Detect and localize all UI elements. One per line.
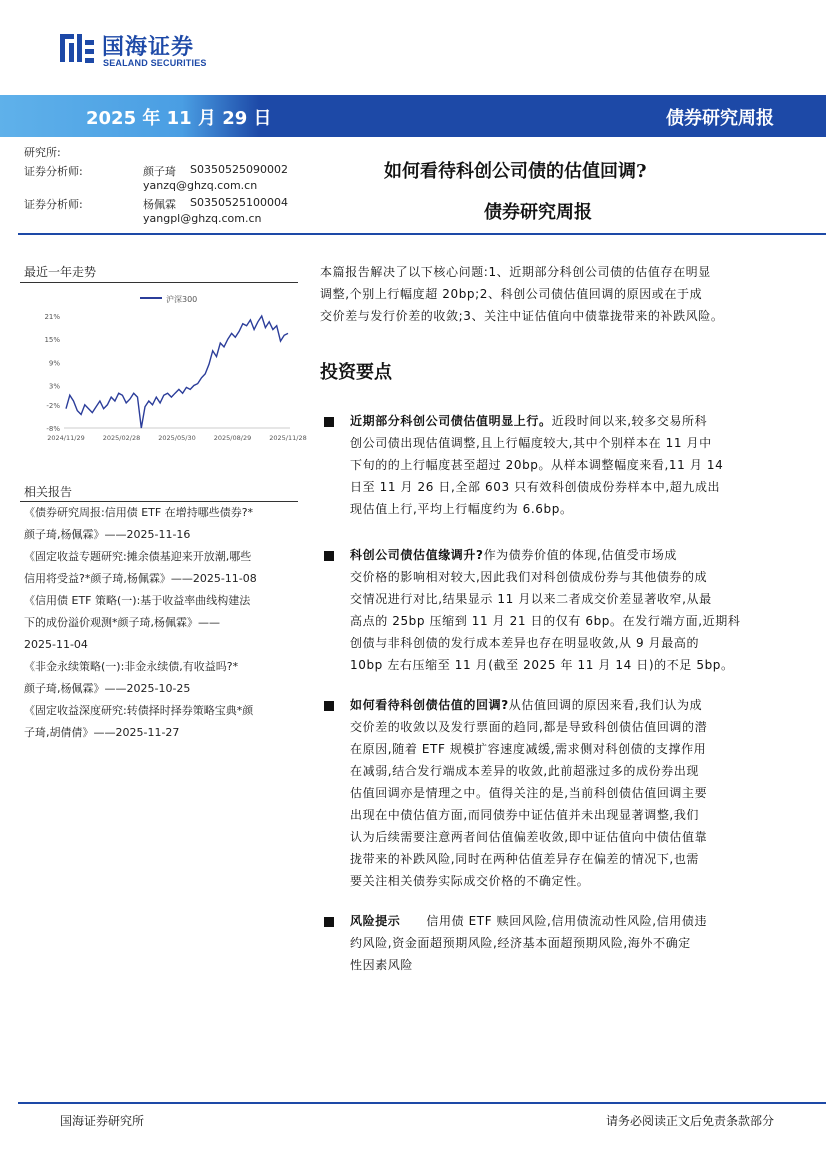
related-line[interactable]: 《债券研究周报:信用债 ETF 在增持哪些债券?* [24, 506, 254, 519]
x-tick-label: 2024/11/29 [47, 434, 85, 442]
x-tick-label: 2025/05/30 [158, 434, 196, 442]
intro-line: 调整,个别上行幅度超 20bp;2、科创公司债估值回调的原因或在于成 [320, 287, 703, 301]
institute-label: 研究所: [24, 146, 61, 159]
related-line[interactable]: 《固定收益专题研究:摊余债基迎来开放潮,哪些 [24, 550, 252, 563]
analyst-name-1: 颜子琦 [143, 165, 176, 178]
x-tick-labels [47, 434, 306, 442]
point-2-line: 交价格的影响相对较大,因此我们对科创债成份券与其他债券的成 [350, 570, 708, 584]
point-1-line: 日至 11 月 26 日,全部 603 只有效科创债成份券样本中,超九成出 [350, 480, 721, 494]
series-line-hs300 [66, 316, 288, 428]
point-3-line: 估值回调亦是情理之中。值得关注的是,当前科创债估值回调主要 [350, 786, 708, 800]
related-line[interactable]: 子琦,胡倩倩》——2025-11-27 [24, 726, 180, 739]
point-1-line: 创公司债出现估值调整,且上行幅度较大,其中个别样本在 11 月中 [350, 436, 712, 450]
point-2-line: 10bp 左右压缩至 11 月(截至 2025 年 11 月 14 日)的不足 5bp。 [350, 658, 734, 672]
point-2-lead: 科创公司债估值缘调升? [350, 548, 484, 562]
point-1-line: 下旬的的上行幅度甚至超过 20bp。从样本调整幅度来看,11 月 14 [350, 458, 724, 472]
invest-point-2 [350, 544, 740, 676]
related-line[interactable]: 下的成份溢价观测*颜子琦,杨佩霖》—— [24, 616, 220, 629]
bullet-icon [324, 417, 334, 427]
invest-heading: 投资要点 [320, 362, 392, 383]
point-1-lead: 近期部分科创公司债估值明显上行。 [350, 414, 552, 428]
point-2-first: 作为债券价值的体现,估值受市场成 [483, 548, 677, 562]
report-subtitle: 债券研究周报 [484, 202, 592, 223]
related-line[interactable]: 颜子琦,杨佩霖》——2025-10-25 [24, 682, 191, 695]
invest-point-4 [350, 910, 707, 976]
bullet-icon [324, 917, 334, 927]
y-tick-label: -2% [46, 401, 60, 410]
report-title: 如何看待科创公司债的估值回调? [384, 161, 647, 182]
footer-disclaimer[interactable]: 请务必阅读正文后免责条款部分 [605, 1114, 774, 1128]
invest-point-1 [350, 410, 723, 520]
analyst-name-2: 杨佩霖 [143, 198, 176, 211]
analyst-role-label-1: 证券分析师: [24, 165, 83, 178]
analyst-email-1[interactable]: yanzq@ghzq.com.cn [143, 179, 258, 192]
point-1-line: 现估值上行,平均上行幅度约为 6.6bp。 [350, 502, 573, 516]
footer-divider [18, 1102, 826, 1104]
x-tick-label: 2025/08/29 [213, 434, 252, 442]
title-divider [18, 233, 826, 235]
point-3-line: 在减弱,结合发行端成本差异的收敛,此前超涨过多的成份券出现 [350, 764, 700, 778]
point-4-line: 性因素风险 [350, 958, 414, 972]
footer-institute: 国海证券研究所 [60, 1114, 145, 1128]
report-type: 债券研究周报 [666, 108, 774, 129]
analyst-id-1: S0350525090002 [190, 163, 288, 176]
point-3-line: 交价差的收敛以及发行票面的趋同,都是导致科创债估值回调的潜 [350, 720, 708, 734]
related-line[interactable]: 2025-11-04 [24, 638, 88, 651]
invest-point-3 [350, 694, 707, 892]
x-tick-label: 2025/11/28 [269, 434, 307, 442]
intro-line: 本篇报告解决了以下核心问题:1、近期部分科创公司债的估值存在明显 [320, 265, 711, 279]
related-line[interactable]: 《信用债 ETF 策略(一):基于收益率曲线构建法 [24, 594, 251, 607]
analyst-email-2[interactable]: yangpl@ghzq.com.cn [143, 212, 262, 225]
related-line[interactable]: 《固定收益深度研究:转债择时择券策略宝典*颜 [24, 704, 254, 717]
point-4-line: 约风险,资金面超预期风险,经济基本面超预期风险,海外不确定 [350, 936, 691, 950]
related-reports-list [24, 502, 300, 744]
bullet-icon [324, 701, 334, 711]
y-tick-label: 3% [48, 382, 60, 391]
trend-section-title: 最近一年走势 [24, 265, 97, 279]
y-tick-label: 9% [48, 359, 60, 368]
point-3-line: 出现在中债估值方面,而同债券中证估值并未出现显著调整,我们 [350, 808, 700, 822]
point-2-line: 交情况进行对比,结果显示 11 月以来二者成交价差显著收窄,从最 [350, 592, 712, 606]
point-3-line: 要关注相关债券实际成交价格的不确定性。 [350, 874, 590, 888]
point-1-first: 近段时间以来,较多交易所科 [551, 414, 708, 428]
point-4-first: 信用债 ETF 赎回风险,信用债流动性风险,信用债违 [426, 914, 708, 928]
y-tick-label: 15% [44, 336, 60, 345]
point-4-lead: 风险提示 [350, 914, 401, 928]
point-2-line: 高点的 25bp 压缩到 11 月 21 日的仅有 6bp。在发行端方面,近期科 [350, 614, 741, 628]
point-3-first: 从估值回调的原因来看,我们认为成 [508, 698, 703, 712]
analyst-id-2: S0350525100004 [190, 196, 288, 209]
report-date: 2025 年 11 月 29 日 [86, 108, 272, 129]
logo-name-en: SEALAND SECURITIES [103, 58, 207, 68]
y-tick-label: 21% [44, 313, 60, 321]
point-3-line: 认为后续需要注意两者间估值偏差收敛,即中证估值向中债估值靠 [350, 830, 708, 844]
point-2-line: 创债与非科创债的发行成本差异也存在明显收敛,从 9 月最高的 [350, 636, 700, 650]
y-tick-labels [44, 313, 60, 433]
legend-label-hs300: 沪深300 [166, 295, 198, 304]
logo-name-cn: 国海证券 [102, 35, 195, 60]
analyst-role-label-2: 证券分析师: [24, 198, 83, 211]
y-tick-label: -8% [46, 425, 60, 433]
x-tick-label: 2025/02/28 [102, 434, 141, 442]
trend-line-chart [24, 288, 307, 450]
related-line[interactable]: 《非金永续策略(一):非金永续债,有收益吗?* [24, 660, 239, 673]
related-line[interactable]: 颜子琦,杨佩霖》——2025-11-16 [24, 528, 191, 541]
intro-line: 交价差与发行价差的收敛;3、关注中证估值向中债靠拢带来的补跌风险。 [320, 309, 724, 323]
bullet-icon [324, 551, 334, 561]
point-3-line: 在原因,随着 ETF 规模扩容速度减缓,需求侧对科创债的支撑作用 [350, 742, 707, 756]
point-3-lead: 如何看待科创债估值的回调? [350, 698, 509, 712]
intro-paragraph [320, 261, 723, 327]
trend-divider [20, 282, 298, 283]
related-section-title: 相关报告 [24, 485, 73, 499]
sealand-logo-icon [58, 30, 96, 66]
point-3-line: 拢带来的补跌风险,同时在两种估值差异存在偏差的情况下,也需 [350, 852, 700, 866]
related-line[interactable]: 信用将受益?*颜子琦,杨佩霖》——2025-11-08 [24, 572, 257, 585]
